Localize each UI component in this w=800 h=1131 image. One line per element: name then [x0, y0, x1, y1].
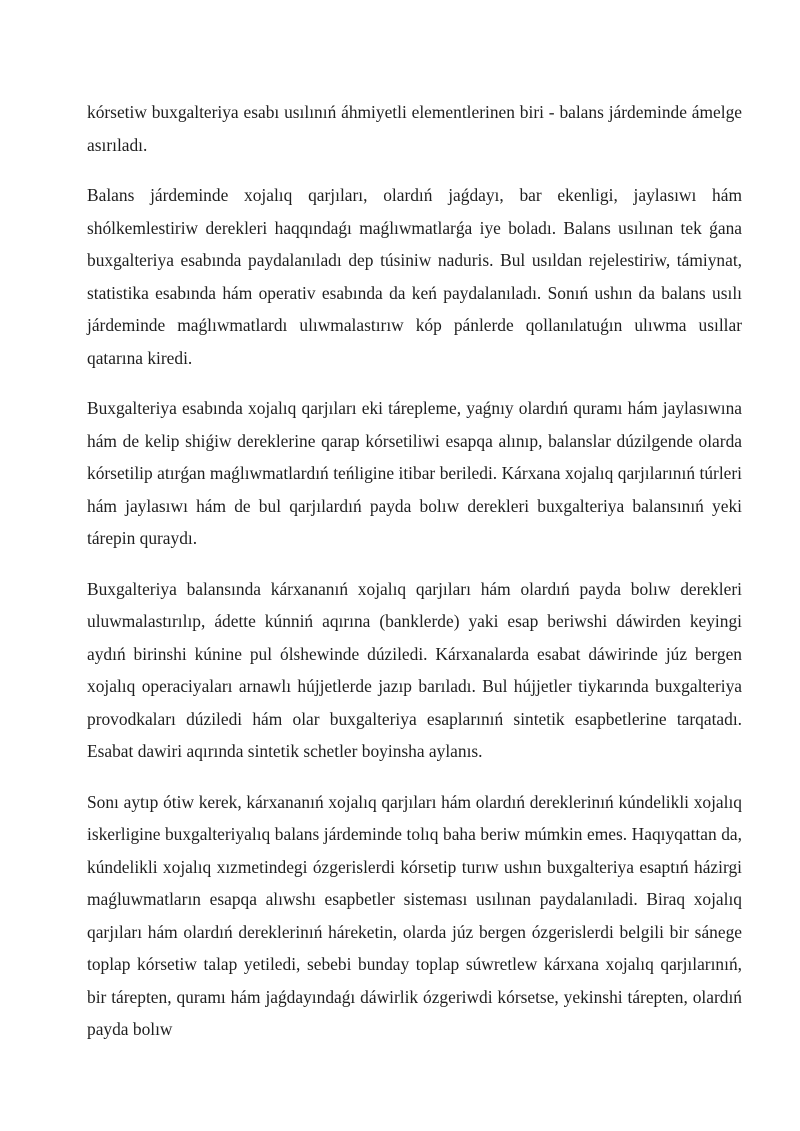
document-body — [87, 96, 742, 1064]
paragraph-1: kórsetiw buxgalteriya esabı usılınıń áhmiyetli elementlerinen biri - balans járdeminde ámelge asırıladı. — [87, 102, 742, 155]
paragraph-4: Buxgalteriya balansında kárxananıń xojalıq qarjıları hám olardıń payda bolıw derekleri uluwmalastırılıp, ádette kúnniń aqırına (banklerde) yaki esap beriwshi dáwirden keyingi aydıń birinshi kúnine pul ólshewinde dúziledi. Kárxanalarda esabat dáwirinde júz bergen xojalıq operaciyaları arnawlı hújjetlerde jazıp barıladı. Bul hújjetler tiykarında buxgalteriya provodkaları dúziledi hám olar buxgalteriya esaplarınıń sintetik esapbetlerine tarqatadı. Esabat dawiri aqırında sintetik schetler boyinsha aylanıs. — [87, 578, 742, 761]
paragraph-3: Buxgalteriya esabında xojalıq qarjıları eki tárepleme, yaǵnıy olardıń quramı hám jaylasıwına hám de kelip shiǵiw dereklerine qarap kórsetiliwi esapqa alınıp, balanslar dúzilgende olarda kórsetilip atırǵan maǵlıwmatlardıń teńligine itibar beriledi. Kárxana xojalıq qarjılarınıń túrleri hám jaylasıwı hám de bul qarjılardıń payda bolıw derekleri buxgalteriya balansınıń yeki tárepin quraydı. — [87, 398, 742, 548]
paragraph-5: Sonı aytıp ótiw kerek, kárxananıń xojalıq qarjıları hám olardıń dereklerinıń kúndelikli xojalıq iskerligine buxgalteriyalıq balans járdeminde tolıq baha beriw múmkin emes. Haqıyqattan da, kúndelikli xojalıq xızmetindegi ózgerislerdi kórsetip turıw ushın buxgalteriya esaptıń házirgi maǵluwmatların esapqa alıwshı esapbetler sisteması usılınan paydalanıladi. Biraq xojalıq qarjıları hám olardıń dereklerinıń háreketin, olarda júz bergen ózgerislerdi belgili bir sánege toplap kórsetiw talap yetiledi, sebebi bunday toplap súwretlew kárxana xojalıq qarjılarınıń, bir tárepten, quramı hám jaǵdayındaǵı dáwirlik ózgeriwdi kórsetse, yekinshi tárepten, olardıń payda bolıw — [87, 791, 742, 1039]
paragraph-2: Balans járdeminde xojalıq qarjıları, olardıń jaǵdayı, bar ekenligi, jaylasıwı hám shólkemlestiriw derekleri haqqındaǵı maǵlıwmatlarǵa iye boladı. Balans usılınan tek ǵana buxgalteriya esabında paydalanıladı dep túsiniw naduris. Bul usıldan rejelestiriw, támiynat, statistika esabında hám operativ esabında da keń paydalanıladı. Sonıń ushın da balans usılı járdeminde maǵlıwmatlardı ulıwmalastırıw kóp pánlerde qollanılatuǵın ulıwma usıllar qatarına kiredi. — [87, 185, 742, 368]
